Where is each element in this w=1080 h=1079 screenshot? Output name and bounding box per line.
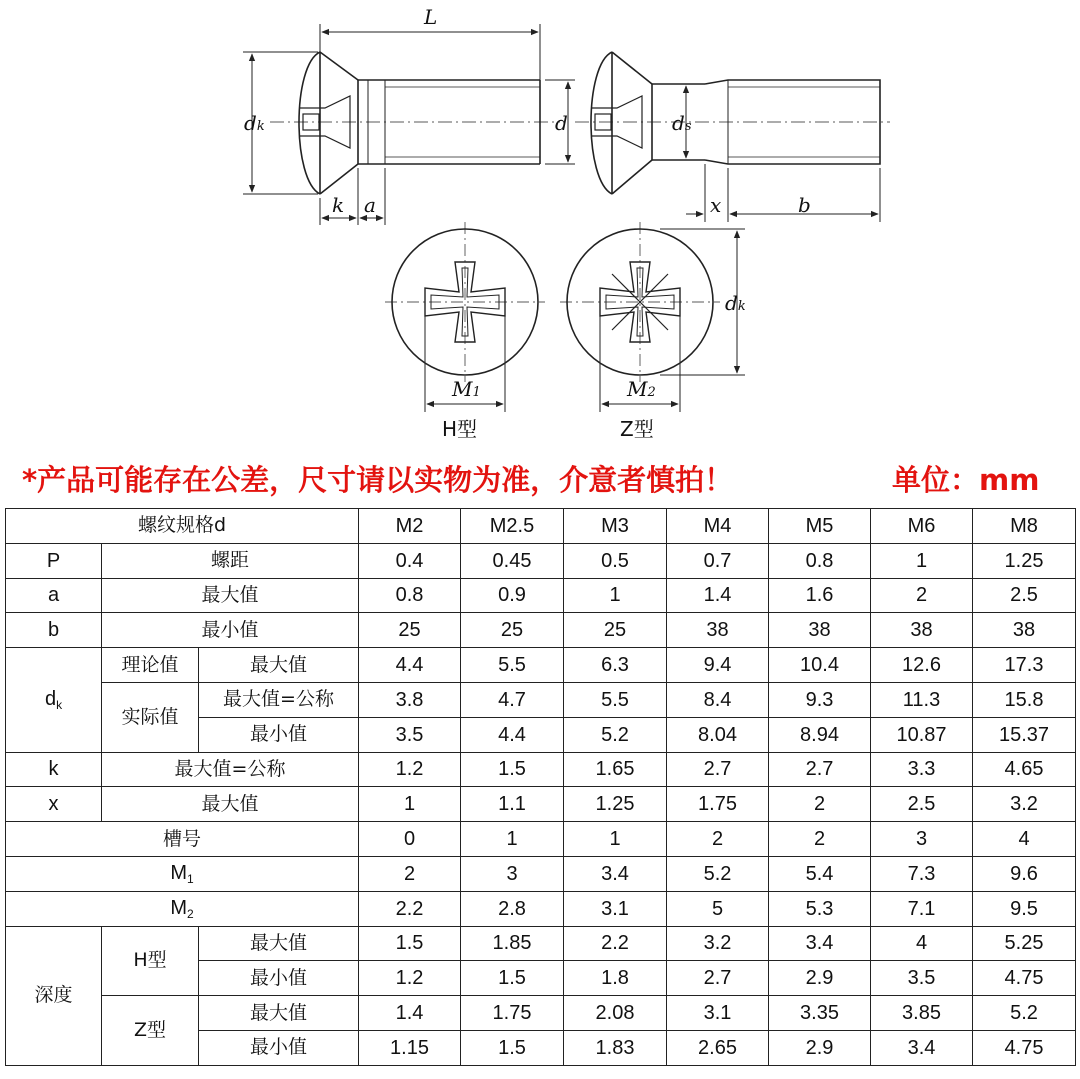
symbol-cell: a: [6, 578, 102, 613]
value-cell: 3.5: [359, 717, 461, 752]
value-cell: 15.37: [973, 717, 1076, 752]
value-cell: 8.4: [667, 682, 769, 717]
row-depth-z-max: [6, 996, 1076, 1031]
value-cell: 2.2: [564, 926, 667, 961]
value-cell: 3.4: [564, 856, 667, 891]
value-cell: 10.4: [769, 648, 871, 683]
value-cell: 5.2: [564, 717, 667, 752]
row-depth-h-max: [6, 926, 1076, 961]
spec-table: [5, 508, 1076, 1066]
value-cell: 1: [564, 822, 667, 857]
value-cell: 3: [871, 822, 973, 857]
value-cell: 2.9: [769, 1030, 871, 1065]
row-dk-actual-max: [6, 682, 1076, 717]
value-cell: 2.65: [667, 1030, 769, 1065]
label-ds: ds: [672, 111, 692, 135]
value-cell: 1.85: [461, 926, 564, 961]
row-dk-theory-max: [6, 648, 1076, 683]
label-cell: 最小值: [102, 613, 359, 648]
symbol-cell: k: [6, 752, 102, 787]
label-d: d: [555, 111, 568, 135]
value-cell: 11.3: [871, 682, 973, 717]
value-cell: 2.2: [359, 891, 461, 926]
value-cell: 4.7: [461, 682, 564, 717]
label-a: a: [364, 193, 376, 217]
size-cell: M2.5: [461, 509, 564, 544]
value-cell: 3.4: [871, 1030, 973, 1065]
value-cell: 5.4: [769, 856, 871, 891]
label-x: x: [710, 193, 722, 217]
label-M2: M2: [627, 377, 656, 401]
row-M1: [6, 856, 1076, 891]
row-k: [6, 752, 1076, 787]
value-cell: 3.2: [973, 787, 1076, 822]
value-cell: 8.04: [667, 717, 769, 752]
label-cell: 最大值=公称: [102, 752, 359, 787]
symbol-cell-M1: $M_1$: [6, 856, 359, 891]
row-a: [6, 578, 1076, 613]
value-cell: 25: [461, 613, 564, 648]
notice-text: *产品可能存在公差，尺寸请以实物为准，介意者慎拍！: [22, 463, 734, 497]
value-cell: 3.8: [359, 682, 461, 717]
value-cell: 5.2: [667, 856, 769, 891]
value-cell: 5: [667, 891, 769, 926]
row-M2: [6, 891, 1076, 926]
z-type-head-top-view: [560, 222, 720, 382]
value-cell: 3.4: [769, 926, 871, 961]
value-cell: 7.3: [871, 856, 973, 891]
h-type-head-top-view: [385, 222, 545, 382]
value-cell: 1.5: [359, 926, 461, 961]
value-cell: 5.5: [564, 682, 667, 717]
value-cell: 6.3: [564, 648, 667, 683]
caption-h-type: H型: [442, 417, 478, 441]
value-cell: 1.25: [973, 543, 1076, 578]
label-cell: 槽号: [6, 822, 359, 857]
value-cell: 1.83: [564, 1030, 667, 1065]
value-cell: 0.7: [667, 543, 769, 578]
value-cell: 38: [973, 613, 1076, 648]
value-cell: 2: [667, 822, 769, 857]
value-cell: 5.3: [769, 891, 871, 926]
value-cell: 1.2: [359, 752, 461, 787]
value-cell: 0.5: [564, 543, 667, 578]
value-cell: 3.3: [871, 752, 973, 787]
size-cell: M8: [973, 509, 1076, 544]
value-cell: 4: [973, 822, 1076, 857]
value-cell: 1.2: [359, 961, 461, 996]
value-cell: 3.35: [769, 996, 871, 1031]
header-label: 螺纹规格d: [6, 509, 359, 544]
label-M1: M1: [452, 377, 481, 401]
value-cell: 3.2: [667, 926, 769, 961]
value-cell: 3.1: [667, 996, 769, 1031]
symbol-cell-dk: $d_k$: [6, 648, 102, 752]
value-cell: 3: [461, 856, 564, 891]
size-cell: M2: [359, 509, 461, 544]
value-cell: 1.1: [461, 787, 564, 822]
value-cell: 4.75: [973, 1030, 1076, 1065]
label-cell: 最大值: [199, 996, 359, 1031]
screw-technical-drawing: [0, 0, 1080, 450]
value-cell: 2.08: [564, 996, 667, 1031]
label-cell: 最小值: [199, 717, 359, 752]
value-cell: 2: [769, 822, 871, 857]
label-cell: 最大值: [199, 648, 359, 683]
value-cell: 2: [359, 856, 461, 891]
value-cell: 10.87: [871, 717, 973, 752]
tolerance-notice: [22, 458, 1062, 502]
symbol-cell: x: [6, 787, 102, 822]
label-cell: 理论值: [102, 648, 199, 683]
value-cell: 2: [769, 787, 871, 822]
value-cell: 1.25: [564, 787, 667, 822]
label-cell: 最大值=公称: [199, 682, 359, 717]
value-cell: 0.8: [769, 543, 871, 578]
row-x: [6, 787, 1076, 822]
label-cell: 螺距: [102, 543, 359, 578]
value-cell: 9.6: [973, 856, 1076, 891]
value-cell: 1.6: [769, 578, 871, 613]
symbol-cell: P: [6, 543, 102, 578]
label-cell: Z型: [102, 996, 199, 1066]
value-cell: 9.3: [769, 682, 871, 717]
value-cell: 17.3: [973, 648, 1076, 683]
size-cell: M6: [871, 509, 973, 544]
value-cell: 1.5: [461, 1030, 564, 1065]
value-cell: 1.75: [667, 787, 769, 822]
label-cell: 实际值: [102, 682, 199, 752]
value-cell: 7.1: [871, 891, 973, 926]
label-dk-head: dk: [725, 291, 746, 315]
unit-label: 单位：mm: [892, 463, 1040, 497]
caption-z-type: Z型: [620, 417, 654, 441]
size-cell: M3: [564, 509, 667, 544]
value-cell: 1.5: [461, 961, 564, 996]
value-cell: 1.65: [564, 752, 667, 787]
value-cell: 9.4: [667, 648, 769, 683]
value-cell: 2.7: [667, 961, 769, 996]
row-header: [6, 509, 1076, 544]
label-L: L: [424, 5, 438, 29]
value-cell: 5.2: [973, 996, 1076, 1031]
value-cell: 0.8: [359, 578, 461, 613]
label-cell: 最大值: [199, 926, 359, 961]
symbol-cell: b: [6, 613, 102, 648]
value-cell: 1: [564, 578, 667, 613]
value-cell: 1.4: [667, 578, 769, 613]
value-cell: 1: [461, 822, 564, 857]
row-b: [6, 613, 1076, 648]
row-P: [6, 543, 1076, 578]
label-cell: 最大值: [102, 787, 359, 822]
label-cell-depth: 深度: [6, 926, 102, 1065]
value-cell: 0.4: [359, 543, 461, 578]
label-cell: 最小值: [199, 961, 359, 996]
value-cell: 2.9: [769, 961, 871, 996]
value-cell: 0.9: [461, 578, 564, 613]
value-cell: 4: [871, 926, 973, 961]
label-b: b: [798, 193, 811, 217]
value-cell: 2.7: [667, 752, 769, 787]
value-cell: 12.6: [871, 648, 973, 683]
value-cell: 3.1: [564, 891, 667, 926]
value-cell: 2.8: [461, 891, 564, 926]
value-cell: 1: [871, 543, 973, 578]
value-cell: 4.4: [461, 717, 564, 752]
screw-side-view-left: [270, 52, 560, 194]
label-cell: H型: [102, 926, 199, 996]
value-cell: 2: [871, 578, 973, 613]
value-cell: 3.5: [871, 961, 973, 996]
value-cell: 2.5: [973, 578, 1076, 613]
value-cell: 38: [871, 613, 973, 648]
value-cell: 3.85: [871, 996, 973, 1031]
value-cell: 1.5: [461, 752, 564, 787]
value-cell: 2.5: [871, 787, 973, 822]
value-cell: 1.75: [461, 996, 564, 1031]
value-cell: 4.4: [359, 648, 461, 683]
value-cell: 5.5: [461, 648, 564, 683]
value-cell: 15.8: [973, 682, 1076, 717]
value-cell: 2.7: [769, 752, 871, 787]
label-dk: dk: [244, 111, 265, 135]
label-k: k: [332, 193, 345, 217]
value-cell: 8.94: [769, 717, 871, 752]
value-cell: 1: [359, 787, 461, 822]
value-cell: 4.65: [973, 752, 1076, 787]
symbol-cell-M2: $M_2$: [6, 891, 359, 926]
label-cell: 最大值: [102, 578, 359, 613]
value-cell: 25: [564, 613, 667, 648]
value-cell: 0.45: [461, 543, 564, 578]
value-cell: 1.8: [564, 961, 667, 996]
value-cell: 9.5: [973, 891, 1076, 926]
value-cell: 1.15: [359, 1030, 461, 1065]
value-cell: 4.75: [973, 961, 1076, 996]
row-slot: [6, 822, 1076, 857]
value-cell: 38: [667, 613, 769, 648]
value-cell: 0: [359, 822, 461, 857]
value-cell: 38: [769, 613, 871, 648]
label-cell: 最小值: [199, 1030, 359, 1065]
value-cell: 1.4: [359, 996, 461, 1031]
size-cell: M5: [769, 509, 871, 544]
size-cell: M4: [667, 509, 769, 544]
screw-side-view-right: [575, 52, 890, 194]
value-cell: 25: [359, 613, 461, 648]
value-cell: 5.25: [973, 926, 1076, 961]
